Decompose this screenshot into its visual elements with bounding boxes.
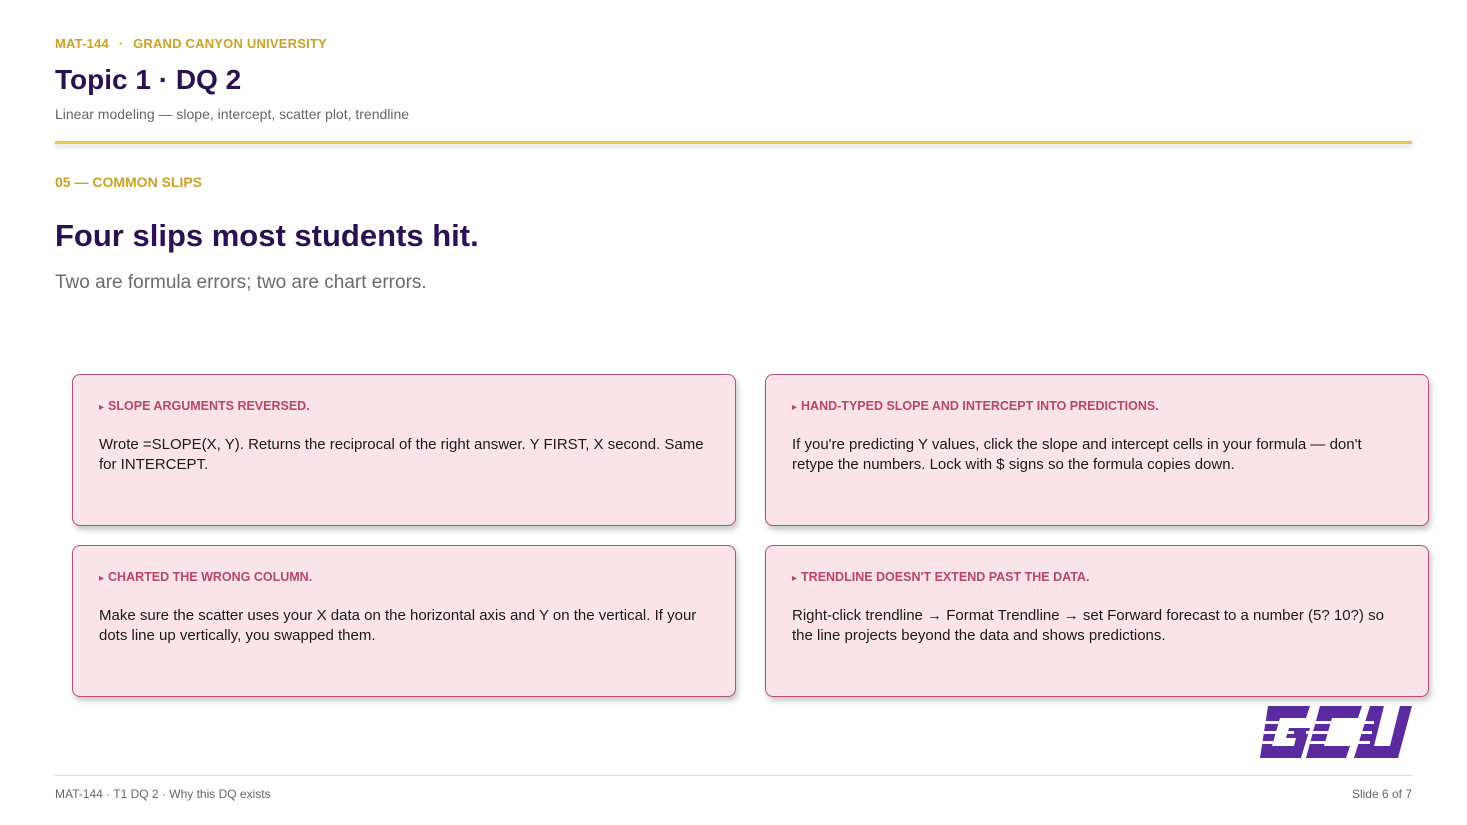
slip-card-trendline bbox=[765, 545, 1429, 697]
card-title bbox=[792, 570, 1402, 584]
card-title bbox=[792, 399, 1402, 413]
card-title bbox=[99, 399, 709, 413]
section-label: 05 — COMMON SLIPS bbox=[55, 174, 203, 190]
triangle-bullet-icon: ▸ bbox=[99, 573, 105, 584]
slide-subhead: Two are formula errors; two are chart errors. bbox=[55, 272, 427, 293]
triangle-bullet-icon: ▸ bbox=[99, 402, 105, 413]
slide-number: Slide 6 of 7 bbox=[1351, 787, 1412, 801]
university-name: GRAND CANYON UNIVERSITY bbox=[133, 36, 327, 51]
slide-headline: Four slips most students hit. bbox=[55, 218, 479, 253]
card-body: If you're predicting Y values, click the slope and intercept cells in your formula — don't retype the numbers. Lock with $ signs so the formula copies down. bbox=[792, 436, 1362, 473]
card-title bbox=[99, 570, 709, 584]
triangle-bullet-icon: ▸ bbox=[792, 573, 798, 584]
card-body: Right-click trendline → Format Trendline → set Forward forecast to a number (5? 10?) so the line projects beyond the data and shows predictions. bbox=[792, 607, 1384, 644]
card-title-text: HAND-TYPED SLOPE AND INTERCEPT INTO PREDICTIONS. bbox=[801, 399, 1159, 413]
header-divider bbox=[55, 141, 1412, 144]
eyebrow-separator: · bbox=[118, 36, 124, 51]
course-eyebrow bbox=[55, 36, 327, 51]
slip-card-wrong-column bbox=[72, 545, 736, 697]
topic-title: Topic 1 · DQ 2 bbox=[55, 64, 242, 95]
triangle-bullet-icon: ▸ bbox=[792, 402, 798, 413]
slip-card-hand-typed bbox=[765, 374, 1429, 526]
topic-subtitle: Linear modeling — slope, intercept, scatter plot, trendline bbox=[55, 106, 410, 122]
footer-caption: MAT-144 · T1 DQ 2 · Why this DQ exists bbox=[55, 787, 271, 801]
card-body: Make sure the scatter uses your X data on the horizontal axis and Y on the vertical. If your dots line up vertically, you swapped them. bbox=[99, 607, 697, 644]
slip-card-slope-reversed bbox=[72, 374, 736, 526]
card-title-text: SLOPE ARGUMENTS REVERSED. bbox=[108, 399, 310, 413]
gcu-logo bbox=[1258, 704, 1412, 760]
footer-divider bbox=[55, 775, 1412, 776]
card-body: Wrote =SLOPE(X, Y). Returns the reciprocal of the right answer. Y FIRST, X second. Same for INTERCEPT. bbox=[99, 436, 704, 473]
card-title-text: CHARTED THE WRONG COLUMN. bbox=[108, 570, 313, 584]
card-title-text: TRENDLINE DOESN'T EXTEND PAST THE DATA. bbox=[801, 570, 1090, 584]
course-code: MAT-144 bbox=[55, 36, 109, 51]
